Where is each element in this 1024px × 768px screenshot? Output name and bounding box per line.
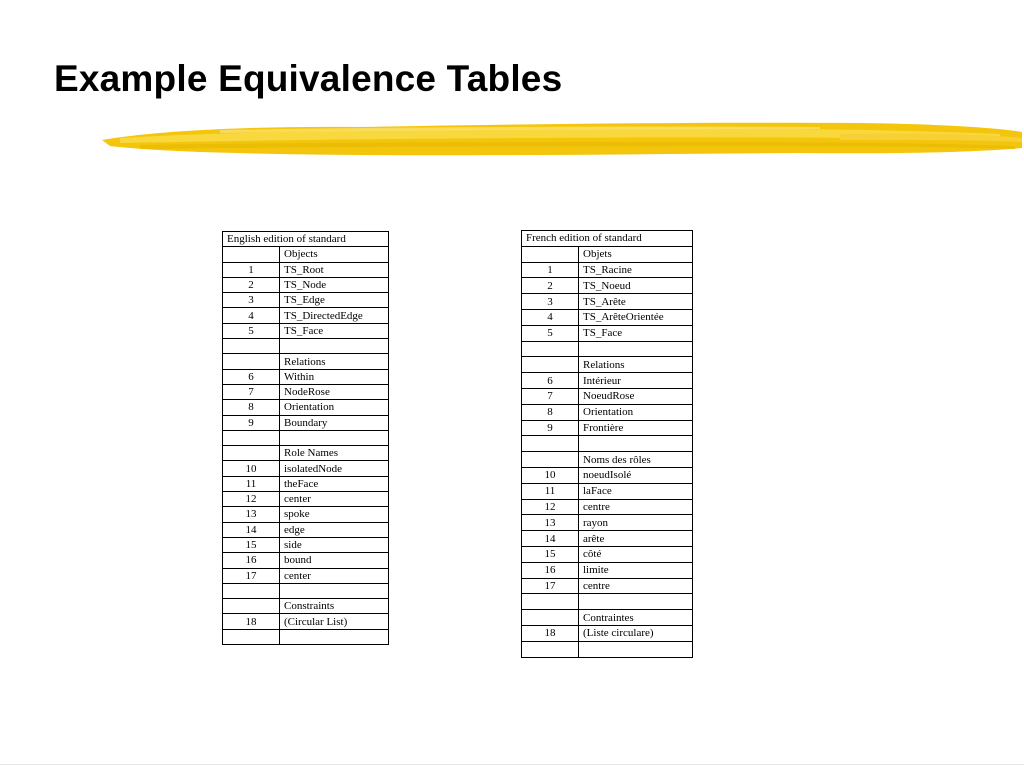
row-term: TS_Face <box>280 323 389 338</box>
table-row <box>522 594 693 610</box>
table-row <box>223 583 389 598</box>
row-number: 2 <box>223 277 280 292</box>
table-row <box>223 262 389 277</box>
row-number <box>522 641 579 657</box>
french-table-header: French edition of standard <box>522 231 693 247</box>
row-term: TS_ArêteOrientée <box>579 309 693 325</box>
row-term: TS_Face <box>579 325 693 341</box>
table-row <box>522 625 693 641</box>
row-number <box>223 339 280 354</box>
table-row <box>223 553 389 568</box>
table-row <box>223 277 389 292</box>
table-row <box>223 247 389 262</box>
table-row <box>223 537 389 552</box>
table-row <box>522 278 693 294</box>
row-term: TS_Arête <box>579 294 693 310</box>
row-number: 13 <box>522 515 579 531</box>
row-number: 16 <box>223 553 280 568</box>
table-row <box>522 578 693 594</box>
row-term: (Circular List) <box>280 614 389 629</box>
table-row <box>522 325 693 341</box>
row-number: 8 <box>522 404 579 420</box>
table-row <box>522 294 693 310</box>
row-term: spoke <box>280 507 389 522</box>
row-number: 16 <box>522 562 579 578</box>
row-number <box>522 341 579 357</box>
row-number: 15 <box>223 537 280 552</box>
row-number <box>223 599 280 614</box>
row-number: 2 <box>522 278 579 294</box>
table-row <box>223 629 389 644</box>
table-row <box>522 404 693 420</box>
row-term: edge <box>280 522 389 537</box>
highlighter-stroke <box>100 118 1024 162</box>
row-term: Relations <box>280 354 389 369</box>
row-number: 4 <box>223 308 280 323</box>
row-term: Orientation <box>579 404 693 420</box>
table-row <box>522 388 693 404</box>
table-row <box>223 492 389 507</box>
row-term: Frontière <box>579 420 693 436</box>
table-row <box>522 562 693 578</box>
row-term <box>280 430 389 445</box>
row-term: limite <box>579 562 693 578</box>
row-term: side <box>280 537 389 552</box>
table-row <box>223 446 389 461</box>
row-term: Intérieur <box>579 373 693 389</box>
row-number <box>223 354 280 369</box>
row-number: 4 <box>522 309 579 325</box>
row-number <box>223 629 280 644</box>
table-row <box>522 467 693 483</box>
row-term: Constraints <box>280 599 389 614</box>
row-term: Within <box>280 369 389 384</box>
table-row <box>522 309 693 325</box>
table-row <box>223 308 389 323</box>
footer-divider <box>0 764 1024 765</box>
row-term: bound <box>280 553 389 568</box>
row-term: theFace <box>280 476 389 491</box>
row-number: 15 <box>522 546 579 562</box>
row-number <box>522 594 579 610</box>
row-term: Objets <box>579 246 693 262</box>
row-number: 7 <box>223 384 280 399</box>
table-row <box>223 507 389 522</box>
row-number <box>522 610 579 626</box>
english-table-header: English edition of standard <box>223 232 389 247</box>
row-term: laFace <box>579 483 693 499</box>
table-row <box>522 515 693 531</box>
row-term: Relations <box>579 357 693 373</box>
row-term <box>579 594 693 610</box>
table-row <box>223 461 389 476</box>
row-number: 8 <box>223 400 280 415</box>
table-row <box>522 610 693 626</box>
row-term: TS_Node <box>280 277 389 292</box>
row-term: côté <box>579 546 693 562</box>
row-number: 14 <box>522 531 579 547</box>
table-row <box>522 262 693 278</box>
row-term: (Liste circulare) <box>579 625 693 641</box>
row-term: Noms des rôles <box>579 452 693 468</box>
table-row <box>522 483 693 499</box>
table-row <box>522 357 693 373</box>
row-term <box>280 339 389 354</box>
table-row <box>522 373 693 389</box>
row-term: Orientation <box>280 400 389 415</box>
row-number: 18 <box>522 625 579 641</box>
row-number: 5 <box>522 325 579 341</box>
table-row <box>223 354 389 369</box>
row-term: NodeRose <box>280 384 389 399</box>
french-equivalence-table <box>521 230 693 658</box>
row-number <box>223 583 280 598</box>
row-number: 11 <box>223 476 280 491</box>
table-row <box>522 641 693 657</box>
row-number <box>522 452 579 468</box>
table-row <box>223 415 389 430</box>
row-term: noeudIsolé <box>579 467 693 483</box>
row-term: Objects <box>280 247 389 262</box>
table-row <box>522 499 693 515</box>
english-equivalence-table <box>222 231 389 645</box>
table-row <box>223 476 389 491</box>
row-number: 9 <box>223 415 280 430</box>
row-term: TS_Racine <box>579 262 693 278</box>
row-term: center <box>280 568 389 583</box>
row-number <box>223 446 280 461</box>
row-term: isolatedNode <box>280 461 389 476</box>
table-row <box>522 436 693 452</box>
row-number: 1 <box>223 262 280 277</box>
row-number: 10 <box>522 467 579 483</box>
row-number <box>223 247 280 262</box>
table-row <box>522 246 693 262</box>
row-term <box>280 629 389 644</box>
table-row <box>522 531 693 547</box>
row-number <box>522 246 579 262</box>
row-number: 17 <box>522 578 579 594</box>
table-row <box>223 384 389 399</box>
row-number <box>522 357 579 373</box>
row-number: 5 <box>223 323 280 338</box>
row-term: rayon <box>579 515 693 531</box>
row-number: 1 <box>522 262 579 278</box>
row-number: 13 <box>223 507 280 522</box>
row-number: 6 <box>223 369 280 384</box>
row-number: 7 <box>522 388 579 404</box>
row-term: TS_Root <box>280 262 389 277</box>
row-number: 18 <box>223 614 280 629</box>
row-number: 12 <box>522 499 579 515</box>
table-row <box>522 452 693 468</box>
row-number <box>223 430 280 445</box>
row-number: 17 <box>223 568 280 583</box>
row-term: TS_Edge <box>280 293 389 308</box>
table-row <box>223 339 389 354</box>
row-number: 11 <box>522 483 579 499</box>
row-number: 14 <box>223 522 280 537</box>
english-header-row <box>223 232 389 247</box>
table-row <box>223 599 389 614</box>
row-term: center <box>280 492 389 507</box>
row-term: centre <box>579 499 693 515</box>
row-number: 10 <box>223 461 280 476</box>
row-term <box>280 583 389 598</box>
table-row <box>223 430 389 445</box>
row-term: arête <box>579 531 693 547</box>
table-row <box>522 546 693 562</box>
row-number: 9 <box>522 420 579 436</box>
row-term <box>579 341 693 357</box>
table-row <box>522 420 693 436</box>
row-number: 6 <box>522 373 579 389</box>
table-row <box>223 293 389 308</box>
row-term: TS_Noeud <box>579 278 693 294</box>
table-row <box>223 522 389 537</box>
table-row <box>223 400 389 415</box>
row-term: NoeudRose <box>579 388 693 404</box>
table-row <box>223 369 389 384</box>
row-term <box>579 641 693 657</box>
row-number <box>522 436 579 452</box>
slide-title: Example Equivalence Tables <box>54 58 563 99</box>
row-number: 3 <box>223 293 280 308</box>
row-term: Boundary <box>280 415 389 430</box>
row-term: Contraintes <box>579 610 693 626</box>
table-row <box>223 568 389 583</box>
table-row <box>223 323 389 338</box>
row-term: TS_DirectedEdge <box>280 308 389 323</box>
row-term: Role Names <box>280 446 389 461</box>
table-row <box>223 614 389 629</box>
row-number: 3 <box>522 294 579 310</box>
row-term <box>579 436 693 452</box>
french-header-row <box>522 231 693 247</box>
row-term: centre <box>579 578 693 594</box>
table-row <box>522 341 693 357</box>
row-number: 12 <box>223 492 280 507</box>
